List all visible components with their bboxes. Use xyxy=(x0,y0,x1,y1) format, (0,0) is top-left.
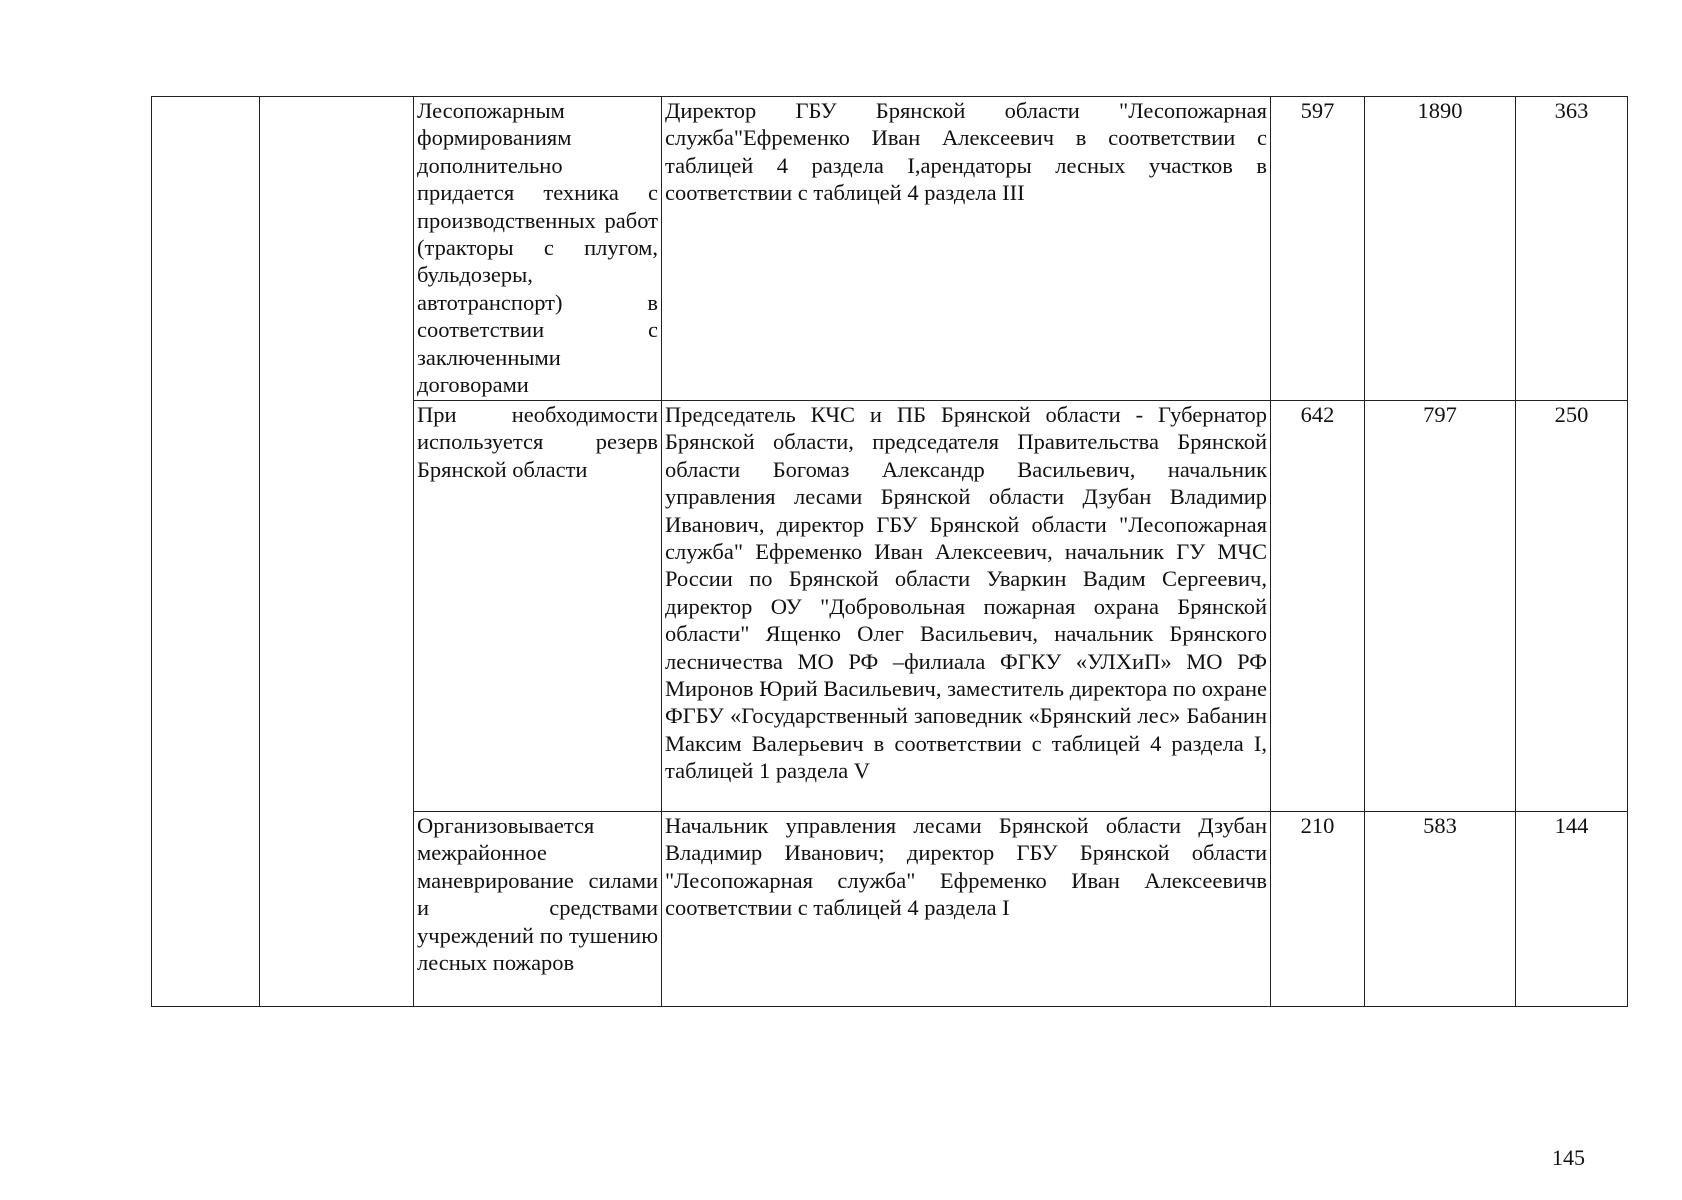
value-cell: 642 xyxy=(1271,401,1365,812)
value-cell: 583 xyxy=(1365,812,1516,1007)
page-number: 145 xyxy=(1552,1145,1585,1170)
action-cell: Лесопожарным формированиям дополнительно придается техника с производственных работ (тракторы с плугом, бульдозеры, автотранспорт) в соответствии с заключенными договорами xyxy=(414,97,662,401)
document-table xyxy=(151,96,1628,1007)
value-cell: 597 xyxy=(1271,97,1365,401)
action-cell: При необходимости используется резерв Брянской области xyxy=(414,401,662,812)
responsible-cell: Председатель КЧС и ПБ Брянской области - Губернатор Брянской области, председателя Правительства Брянской области Богомаз Александр Васильевич, начальник управления лесами Брянской области Дзубан Владимир Иванович, директор ГБУ Брянской области "Лесопожарная служба" Ефременко Иван Алексеевич, начальник ГУ МЧС России по Брянской области Уваркин Вадим Сергеевич, директор ОУ "Добровольная пожарная охрана Брянской области" Ященко Олег Васильевич, начальник Брянского лесничества МО РФ –филиала ФГКУ «УЛХиП» МО РФ Миронов Юрий Васильевич, заместитель директора по охране ФГБУ «Государственный заповедник «Брянский лес» Бабанин Максим Валерьевич в соответствии с таблицей 4 раздела I, таблицей 1 раздела V xyxy=(662,401,1271,812)
value-cell: 210 xyxy=(1271,812,1365,1007)
responsible-cell: Начальник управления лесами Брянской области Дзубан Владимир Иванович; директор ГБУ Брянской области "Лесопожарная служба" Ефременко Иван Алексеевичв соответствии с таблицей 4 раздела I xyxy=(662,812,1271,1007)
empty-cell xyxy=(260,97,414,1007)
value-cell: 363 xyxy=(1516,97,1628,401)
table-row xyxy=(152,97,1628,401)
value-cell: 144 xyxy=(1516,812,1628,1007)
value-cell: 1890 xyxy=(1365,97,1516,401)
value-cell: 250 xyxy=(1516,401,1628,812)
value-cell: 797 xyxy=(1365,401,1516,812)
responsible-cell: Директор ГБУ Брянской области "Лесопожарная служба"Ефременко Иван Алексеевич в соответствии с таблицей 4 раздела I,арендаторы лесных участков в соответствии с таблицей 4 раздела III xyxy=(662,97,1271,401)
action-cell: Организовывается межрайонное маневрирование силами и средствами учреждений по тушению лесных пожаров xyxy=(414,812,662,1007)
empty-cell xyxy=(152,97,260,1007)
